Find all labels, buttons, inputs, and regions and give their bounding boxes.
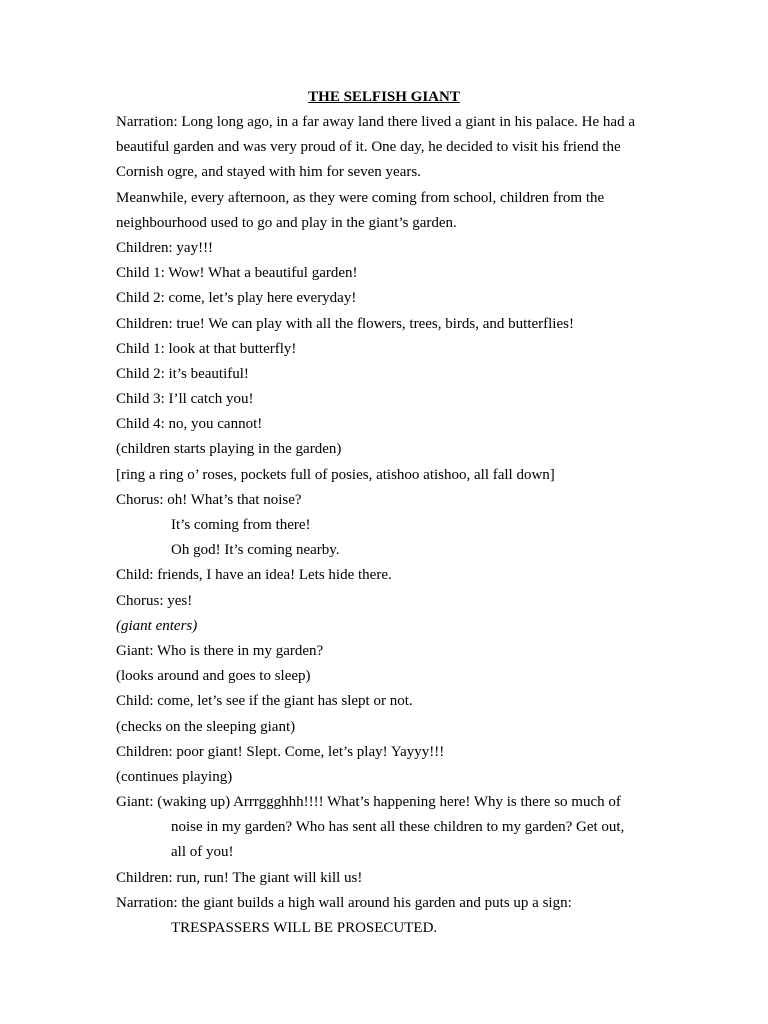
script-line: Narration: the giant builds a high wall around his garden and puts up a sign: bbox=[116, 894, 572, 911]
script-line: Cornish ogre, and stayed with him for seven years. bbox=[116, 164, 421, 181]
script-line: Child 3: I’ll catch you! bbox=[116, 391, 254, 408]
script-line: beautiful garden and was very proud of it. One day, he decided to visit his friend the bbox=[116, 139, 621, 156]
script-line: (checks on the sleeping giant) bbox=[116, 718, 296, 735]
script-line: Meanwhile, every afternoon, as they were coming from school, children from the bbox=[116, 189, 605, 206]
script-line: Child 4: no, you cannot! bbox=[116, 416, 263, 433]
script-line: [ring a ring o’ roses, pockets full of posies, atishoo atishoo, all fall down] bbox=[116, 466, 555, 483]
script-line: Children: poor giant! Slept. Come, let’s play! Yayyy!!! bbox=[116, 743, 445, 760]
script-line: Narration: Long long ago, in a far away land there lived a giant in his palace. He had a bbox=[116, 114, 635, 130]
document-title: THE SELFISH GIANT bbox=[308, 89, 460, 105]
script-line: Child 2: come, let’s play here everyday! bbox=[116, 290, 357, 307]
script-line: Children: yay!!! bbox=[116, 239, 214, 256]
script-line: Child 1: look at that butterfly! bbox=[116, 340, 297, 357]
script-line: Children: true! We can play with all the flowers, trees, birds, and butterflies! bbox=[116, 315, 574, 332]
script-line: all of you! bbox=[171, 844, 234, 861]
script-line: noise in my garden? Who has sent all these children to my garden? Get out, bbox=[171, 819, 625, 836]
script-line: Child: come, let’s see if the giant has slept or not. bbox=[116, 693, 413, 710]
script-line: Child 1: Wow! What a beautiful garden! bbox=[116, 265, 358, 282]
script-line: (looks around and goes to sleep) bbox=[116, 668, 311, 685]
script-line: (continues playing) bbox=[116, 768, 233, 785]
script-line: Child 2: it’s beautiful! bbox=[116, 365, 249, 382]
script-body bbox=[116, 110, 661, 941]
script-line: It’s coming from there! bbox=[171, 517, 311, 533]
script-line: TRESPASSERS WILL BE PROSECUTED. bbox=[171, 920, 438, 936]
script-line: (children starts playing in the garden) bbox=[116, 441, 342, 458]
script-line: (giant enters) bbox=[116, 617, 198, 634]
script-line: Children: run, run! The giant will kill us! bbox=[116, 869, 363, 886]
script-line: Giant: Who is there in my garden? bbox=[116, 642, 324, 659]
script-line: Oh god! It’s coming nearby. bbox=[171, 542, 340, 559]
script-line: Child: friends, I have an idea! Lets hide there. bbox=[116, 567, 392, 584]
script-line: Chorus: oh! What’s that noise? bbox=[116, 491, 302, 508]
script-line: Chorus: yes! bbox=[116, 592, 193, 609]
script-line: neighbourhood used to go and play in the giant’s garden. bbox=[116, 214, 457, 231]
script-line: Giant: (waking up) Arrrggghhh!!!! What’s happening here! Why is there so much of bbox=[116, 794, 621, 811]
